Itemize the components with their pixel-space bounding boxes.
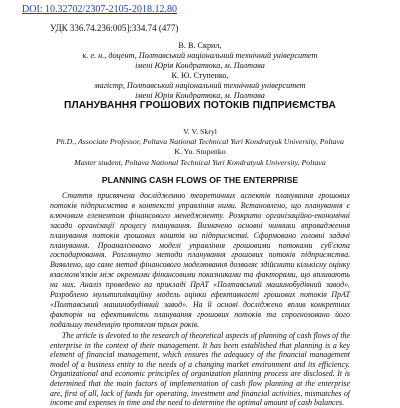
authors-en [30,127,370,168]
article-title-en: PLANNING CASH FLOWS OF THE ENTERPRISE [101,175,299,185]
author1-affiliation-ua: к. е. н., доцент, Полтавський національний технічний університет [82,51,318,60]
author2-name-ua: К. Ю. Ступенко, [171,71,229,80]
author1-affiliation-ua-2: імені Юрія Кондратюка, м. Полтава [135,61,265,70]
abstract-en: The article is devoted to the research of theoretical aspects of planning of cash flows of the enterprise in the context of their management. It has been established that planning is a key element of financial management, which ensures the adequacy of the financial management model of a business entity to the needs of a changing market environment and its efficiency. Organizational and economic principles of organization planning process are disclosed. It is determined that the main factors of implementation of cash flow planning at the enterprise are, first of all, lack of funds for operating, investment and financial activities, mismatches of income and expenses in time and the need to determine the optimal amount of cash balances. [50,331,350,408]
author2-affiliation-en: Master student, Poltava National Technical Yuri Kondratyuk University, Poltava [74,157,326,167]
author1-affiliation-en: Ph.D., Associate Professor, Poltava National Technical Yuri Kondratyuk University, Poltava [56,137,344,147]
author2-affiliation-ua-2: імені Юрія Кондратюка, м. Полтава [135,91,265,100]
author1-name-en: V. V. Skryl [183,127,217,136]
authors-ua [60,41,340,101]
author1-name-ua: В. В. Скрил, [178,41,222,50]
abstract-ua: Стаття присвячена дослідженню теоретичних аспектів планування грошових потоків підприємства в контексті управління ними. Встановлено, що планування є ключовим елементом фінансового менеджменту. Розкрито організаційно-економічні засади організації процесу планування. Визначено основні чинники впровадження планування потоків грошових коштів на підприємстві. Сформовано головні задачі планування. Проаналізовано моделі управління грошовими потоками суб'єкта господарювання. Розглянуто методи планування грошових потоків підприємства. Виявлено, що саме метод фінансового моделювання дозволяє здійснити кількісну оцінку взаємозв'язків між окремими фінансовими показниками та факторами, що впливають на них. Аналіз проведено на прикладі ПрАТ «Полтавський машинобудівний завод». Розроблено мультиплікаційну модель оцінки ефективності грошових потоків ПрАТ «Полтавський машинобудівний завод». На її основі досліджено вплив конкретних факторів на ефективність планування грошових потоків та спрогнозовано його подальшу тенденцію протягом трьох років. [50,191,350,329]
doi-link[interactable]: DOI: 10.32702/2307-2105-2018.12.80 [22,4,177,15]
author2-affiliation-ua: магістр, Полтавський національний технічний університет [94,81,306,90]
article-title-ua: ПЛАНУВАННЯ ГРОШОВИХ ПОТОКІВ ПІДПРИЄМСТВА [64,100,336,111]
author2-name-en: K. Yu. Stupenko [174,147,226,157]
udc-code: УДК 336.74.236:005]:334.74 (477) [50,23,179,33]
